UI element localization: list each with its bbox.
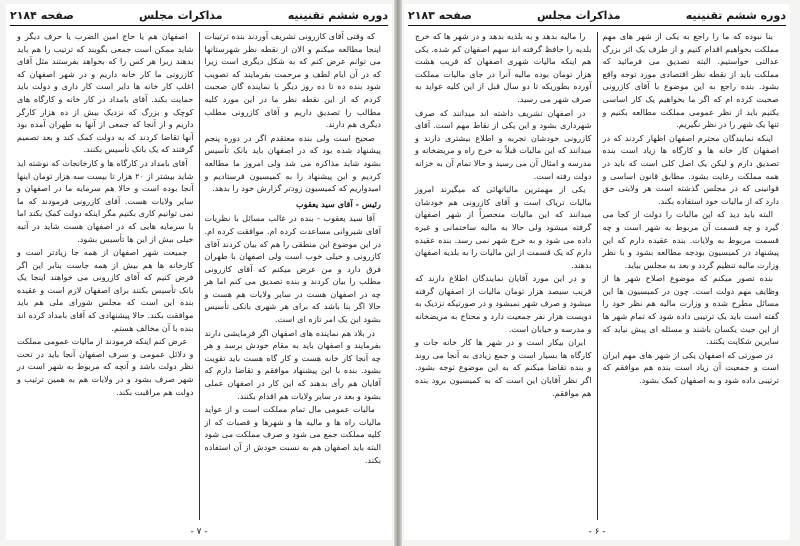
paragraph: صحیح است ولی بنده معتقدم اگر در دوره پنجم پیشنهاد شده بود که در اصفهان باید بانک تأسیس بشود شاید مذاکره می شد ولی امروز ما مطالعه کردیم و این پیشنهاد را به کمیسیون فرستادیم و امیدواریم که کمیسیون زودتر گزارش خود را بدهد. (204, 132, 381, 194)
left-header-rule (10, 25, 388, 26)
right-page-label: صفحه ۲۱۸۳ (408, 8, 472, 22)
right-header-rule (408, 25, 786, 26)
paragraph: آقای بامداد در کارگاه ها و کارخانجات که نوشته اید شاید بیشتر از ۲۰ هزار تا بیست سه هزار تومان اینها آنجا بوده است و حالا هم سرمایه ما در اصفهان و سایر ولایات هست. آقای کازرونی فرمودند که ما نمی توانیم کاری بکنیم مگر اینکه دولت کمک بکند اما با سرمایه هایی که در اصفهان هست شاید در آتیه خیلی بیش از این ها تأسیس بشود. (17, 157, 194, 244)
book-gutter (394, 0, 402, 546)
left-page-column-left (12, 30, 199, 522)
left-page-label: صفحه ۲۱۸۴ (10, 8, 74, 22)
right-page (404, 4, 790, 540)
paragraph: بنا نبوده که ما را راجع به یکی از شهر های مهم مملکت بخواهیم اقدام کنیم و از طرف یک اثر بزرگ عدالتی خواستیم. البته تصدیق می فرمائید که مملکت باید از نقطه نظر اقتصادی مورد توجه واقع بشود. بنده راجع به این موضوع با آقای کازرونی صحبت کرده ام که اگر ما بخواهیم یک کار اساسی بکنیم باید از نظر عمومی مملکت مطالعه بکنیم و تنها یک شهر را در نظر نگیریم. (602, 31, 779, 130)
left-page-columns (12, 30, 386, 522)
right-page-session: دوره ششم تقنینیه (685, 8, 786, 22)
left-page-column-right (200, 30, 387, 522)
right-page-header (408, 6, 786, 24)
paragraph: اینکه نمایندگان محترم اصفهان اظهار کردند که در اصفهان کار خانه ها و کارگاه ها زیاد است بنده تصدیق دارم و لیکن یک اصل کلی است که باید در همه مملکت رعایت بشود. مطابق قانون اساسی و قوانینی که در مجلس گذشته است هر ولایتی حق دارد که از مالیات خود استفاده بکند. (602, 132, 779, 206)
left-page-header (10, 6, 388, 24)
paragraph: در بلاد هم نماینده های اصفهان اگر فرمایشی دارند بفرمایند و اصفهان باید به مقام خودش برسد و هر چه آنجا کار خانه هست و کار گاه هست باید تقویت بشود. بنده با این پیشنهاد موافقم و تقاضا دارم که آقایان هم رأی بدهند که این کار در اصفهان عملی بشود و بعد در سایر ولایات هم اقدام بکنند. (204, 327, 381, 401)
paragraph: بنده تصور میکنم که موضوع اصلاح شهر ها از وظایف مهم دولت است. چون در کمیسیون ها این مسائل مطرح شده و وزارت مالیه هم نظر خود را گفته است باید یک ترتیبی داده شود که تمام شهر ها از این حیث یکسان باشند و مسئله ای پیش نیاید که سایرین شکایت بکنند. (602, 273, 779, 347)
paragraph: مالیات عمومی مال تمام مملکت است و از عواید مالیات راه ها و مالیه ها و شهرها و قصبات که از کلیه مملکت جمع می شود و صرف مملکت می شود البته باید اصفهان هم به نسبت خودش از آن استفاده بکند. (204, 404, 381, 465)
paragraph: و در این مورد آقایان نمایندگان اطلاع دارند که قریب سیصد هزار تومان مالیات از اصفهان گرفته میشود و صرف شهر نمیشود و در صورتیکه نزدیک به دویست هزار نفر جمعیت دارد و محتاج به مریضخانه و مدرسه و خیابان است. (415, 273, 592, 334)
left-page (6, 4, 392, 540)
right-page-title: مذاکرات مجلس (536, 8, 621, 22)
paragraph: البته باید دید که این مالیات را دولت از کجا می گیرد و چه قسمت آن مربوط به شهر است و چه قسمت مربوط به ولایات. بنده عقیده دارم که این پیشنهاد در کمیسیون بودجه مطالعه بشود و با نظر وزارت مالیه تنظیم گردد و بعد به مجلس بیاید. (602, 209, 779, 270)
right-page-columns (410, 30, 784, 522)
paragraph: را مالیه بدهد و به بلدیه بدهد و در شهر ها که خرج بلدیه را حافظ گرفته اند سهم اصفهان کم شده. یکی هم اینکه مالیات شهری اصفهان که قریب هشت هزار تومان بوده مالیه آنرا در جای مالیات مملکت آورده بطوریکه تا دو سال قبل از این کلیه عواید به صرف شهر می رسید. (415, 31, 592, 104)
left-page-number: - ۷ - (190, 527, 208, 537)
speaker-heading: رئیس - آقای سید یعقوب (296, 198, 381, 209)
paragraph: اصفهان هم یا حاج امین الضرب یا حرف دیگر و شاید ممکن است جمعی بگویند که ترتیب را هم باید بدهند زیرا هر کس را که بخواهد بفرستند مثل آقای کازرونی ما کار خانه داریم و در شهر اصفهان که اغلب کار خانه ها دایر است کار داری و دولت باید حمایت بکند. آقای بامداد در کار خانه و کارگاه های کوچک و بزرگ که نزدیک بیش از ده هزار کارگر داریم و از آنجا که جمعی از آنها به طهران آمده بود آنها تقاضا کردند که به دولت کمک کند و بعد تصمیم گرفتند که یک بانک تأسیس بکنند. (17, 31, 194, 155)
paragraph: که وقتی آقای کازرونی تشریف آوردند بنده ترتیبات اینجا مطالعه میکنم و الان از نقطه نظر شهرستانها می توانم عرض کنم که به شکل دیگری است زیرا که در آن ایام لطف و مرحمت بفرمایند که تصویب شود بنده ده تا ده روز دیگر با نماینده گان صحبت کردم که از این نقطه نظر ما در این مورد کلیه مطالب را تصدیق داریم و آقای کازرونی مطلب دیگری هم دارند. (204, 31, 381, 130)
paragraph: جمیعت شهر اصفهان از همه جا زیادتر است و کارخانه ها هم بیش از همه جاست بنابر این اگر فرض کنیم که آقای کازرونی می خواهند اینجا یک بانک تأسیس بکنند برای اصفهان لازم است و عقیده بنده این است که مجلس شورای ملی هم باید موافقت بکند. حالا پیشنهادی که آقای بامداد کرده اند بنده با آن مخالف هستم. (17, 247, 194, 333)
paragraph: یکی از مهمترین مالیاتهائی که میگیرند امروز مالیات تریاک است و آقای کازرونی هم خودشان میدانند که این مالیات منحصراً از شهر اصفهان گرفته میشود ولی حالا به مالیه ساختمانی و غیره داده می شود و به خرج شهر نمی رسد. بنده عقیده دارم که یک قسمت از این مالیات را به بلدیه اصفهان بدهند. (415, 184, 592, 270)
right-page-column-left (410, 30, 597, 522)
left-page-title: مذاکرات مجلس (138, 8, 223, 22)
paragraph: عرض کنم اینکه فرمودند از مالیات عمومی مملکت و دلائل عمومی و سرف اصفهان آنجا باید در تحت نظر دولت باشد و آنچه که مربوط به شهر است در شهر صرف بشود و در ولایات هم به همین ترتیب و دولت هم مراقبت بکند. (17, 336, 194, 397)
right-page-number: - ۶ - (588, 527, 606, 537)
paragraph: ایران بیکار است و در شهر ها کار خانه جات و کارگاه ها بسیار است و جمع زیادی به آنجا می روند و بنده تقاضا میکنم که به این موضوع توجه بشود. اگر نظر آقایان این است که به کمیسیون برود بنده هم موافقم. (415, 337, 592, 398)
left-page-session: دوره ششم تقنینیه (287, 8, 388, 22)
paragraph: در اصفهان تشریف داشته اند میدانند که صرف شهرداری بشود و این یکی از نقاط مهم است. آقای کازرونی خودشان تجربه و اطلاع بیشتری دارند و میدانند که این مالیات قبلاً به خرج راه و مریضخانه و مدرسه و امثال آن می رسید و حالا تمام آن به خزانه دولت رفته است. (415, 107, 592, 181)
paragraph: در صورتی که اصفهان یکی از شهر های مهم ایران است و جمعیت آن زیاد است بنده هم موافقم که ترتیبی داده شود و به اصفهان کمک بشود. (602, 349, 779, 386)
paragraph: آقا سید یعقوب - بنده در غالب مسائل با نظریات آقای شیروانی مساعدت کرده ام. موافقت کرده ام. در این موضوع این منطقی را هم که بیان کردند آقای کازرونی و خیلی خوب است ولی اصفهان با طهران فرق دارد و من عرض میکنم که آقای کازرونی مطلب را بیان کردند و بنده تصدیق می کنم اما هر چه در اصفهان هست در سایر ولایات هم هست و حالا اگر بنا باشد که برای هر شهری بانکی تأسیس بشود این یک امر تازه ای است. (204, 213, 381, 325)
right-page-column-right (598, 30, 785, 522)
